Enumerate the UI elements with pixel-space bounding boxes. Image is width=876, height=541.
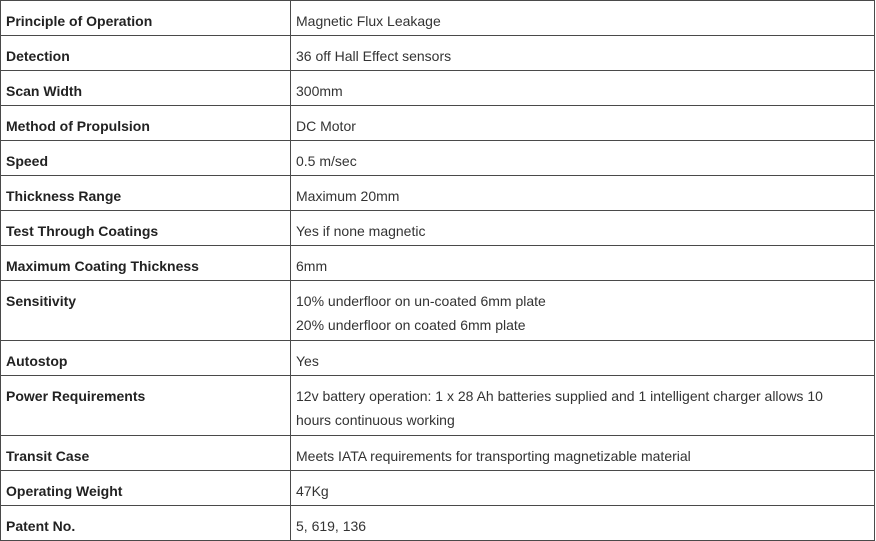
spec-value: Meets IATA requirements for transporting magnetizable material (291, 436, 875, 471)
spec-label: Autostop (1, 341, 291, 376)
spec-value: 0.5 m/sec (291, 141, 875, 176)
table-row (1, 436, 875, 471)
table-row (1, 341, 875, 376)
spec-label: Scan Width (1, 71, 291, 106)
spec-value: Yes (291, 341, 875, 376)
table-row (1, 106, 875, 141)
table-row (1, 211, 875, 246)
spec-value: 5, 619, 136 (291, 506, 875, 541)
table-row (1, 71, 875, 106)
spec-label: Operating Weight (1, 471, 291, 506)
table-row (1, 176, 875, 211)
spec-label: Method of Propulsion (1, 106, 291, 141)
spec-value: DC Motor (291, 106, 875, 141)
table-row (1, 376, 875, 436)
spec-label: Test Through Coatings (1, 211, 291, 246)
table-row (1, 141, 875, 176)
spec-value: 47Kg (291, 471, 875, 506)
spec-label: Power Requirements (1, 376, 291, 436)
spec-value: Magnetic Flux Leakage (291, 1, 875, 36)
spec-label: Thickness Range (1, 176, 291, 211)
spec-label: Detection (1, 36, 291, 71)
table-row (1, 1, 875, 36)
spec-value: 300mm (291, 71, 875, 106)
table-row (1, 506, 875, 541)
spec-value: Maximum 20mm (291, 176, 875, 211)
spec-value: 36 off Hall Effect sensors (291, 36, 875, 71)
spec-label: Patent No. (1, 506, 291, 541)
table-row (1, 281, 875, 341)
spec-label: Sensitivity (1, 281, 291, 341)
spec-value: 6mm (291, 246, 875, 281)
spec-value: 12v battery operation: 1 x 28 Ah batteries supplied and 1 intelligent charger allows 10 hours continuous working (291, 376, 875, 436)
spec-value: 10% underfloor on un-coated 6mm plate 20% underfloor on coated 6mm plate (291, 281, 875, 341)
table-row (1, 471, 875, 506)
spec-label: Principle of Operation (1, 1, 291, 36)
spec-label: Transit Case (1, 436, 291, 471)
spec-label: Maximum Coating Thickness (1, 246, 291, 281)
spec-label: Speed (1, 141, 291, 176)
spec-value: Yes if none magnetic (291, 211, 875, 246)
table-row (1, 246, 875, 281)
table-row (1, 36, 875, 71)
